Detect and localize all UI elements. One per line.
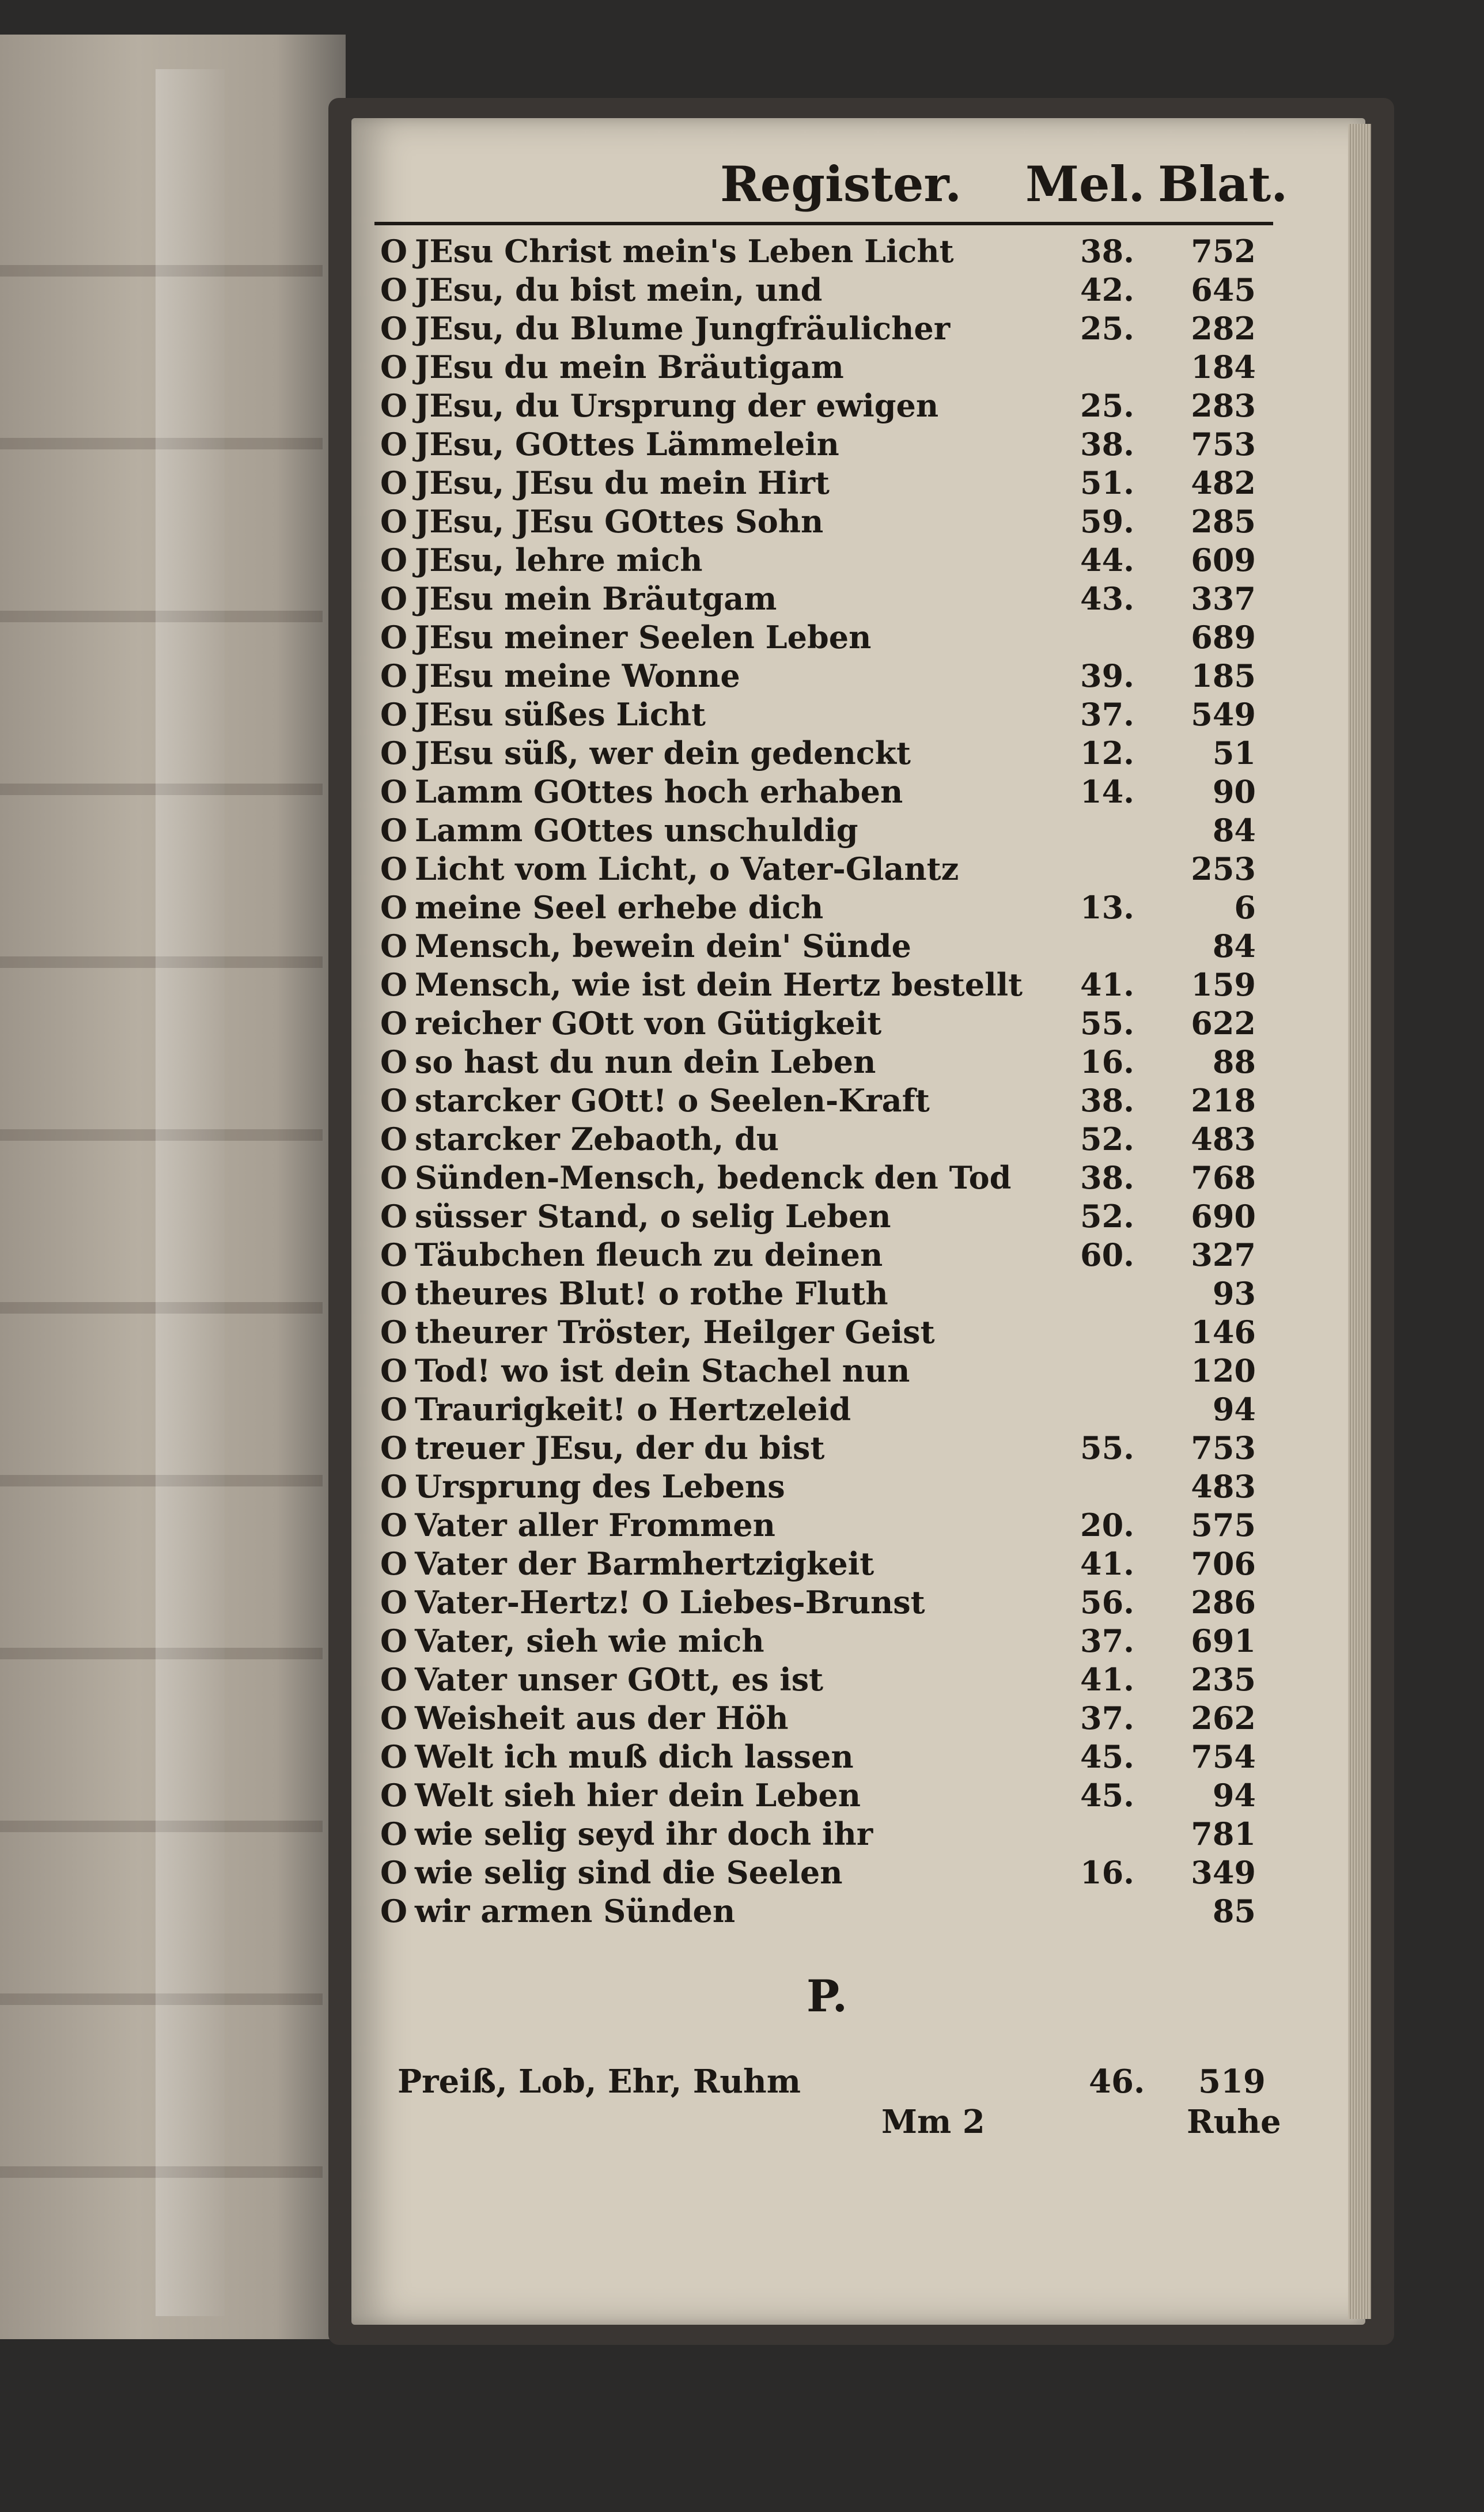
entry-o-prefix: O xyxy=(380,1043,408,1080)
entry-o-prefix: O xyxy=(380,1661,408,1698)
entry-o-prefix: O xyxy=(380,928,408,964)
register-entry xyxy=(380,694,1285,732)
entry-o-prefix: O xyxy=(380,349,408,385)
entry-melody-number: 13. xyxy=(1080,889,1134,926)
register-entry xyxy=(380,1427,1285,1466)
register-entry xyxy=(380,1813,1285,1852)
register-entry xyxy=(380,1736,1285,1775)
entry-o-prefix: O xyxy=(380,812,408,849)
register-entry xyxy=(380,1697,1285,1736)
entry-text: Vater unser GOtt, es ist xyxy=(415,1661,824,1698)
entry-text: Tod! wo ist dein Stachel nun xyxy=(415,1352,910,1389)
register-entry xyxy=(380,1620,1285,1659)
register-entry xyxy=(380,1002,1285,1041)
page-title: Register. xyxy=(720,156,962,213)
entry-page-number: 85 xyxy=(1212,1893,1256,1930)
entry-o-prefix: O xyxy=(380,1314,408,1350)
entry-melody-number: 45. xyxy=(1080,1738,1134,1775)
entry-page-number: 327 xyxy=(1191,1236,1256,1273)
entry-page-number: 185 xyxy=(1191,657,1256,694)
register-entry-p xyxy=(380,2063,1285,2103)
register-entry xyxy=(380,1196,1285,1234)
entry-melody-number: 25. xyxy=(1080,310,1134,347)
entry-text: reicher GOtt von Gütigkeit xyxy=(415,1005,882,1042)
entry-melody-number: 37. xyxy=(1080,1700,1134,1737)
entry-page-number: 689 xyxy=(1191,619,1256,656)
entry-page-number: 235 xyxy=(1191,1661,1256,1698)
entry-page-number: 645 xyxy=(1191,271,1256,308)
register-entry xyxy=(380,771,1285,809)
entry-melody-number: 20. xyxy=(1080,1507,1134,1543)
register-entry xyxy=(380,501,1285,539)
entry-text: Preiß, Lob, Ehr, Ruhm xyxy=(398,2063,801,2101)
entry-text: Traurigkeit! o Hertzeleid xyxy=(415,1391,851,1428)
entry-melody-number: 55. xyxy=(1080,1429,1134,1466)
entry-text: JEsu, du Blume Jungfräulicher xyxy=(415,310,951,347)
entry-o-prefix: O xyxy=(380,1584,408,1621)
entry-page-number: 754 xyxy=(1191,1738,1256,1775)
header-rule xyxy=(374,222,1273,225)
register-entry xyxy=(380,655,1285,694)
entry-o-prefix: O xyxy=(380,271,408,308)
entry-o-prefix: O xyxy=(380,1391,408,1428)
entry-page-number: 753 xyxy=(1191,1429,1256,1466)
entry-o-prefix: O xyxy=(380,696,408,733)
entry-melody-number: 55. xyxy=(1080,1005,1134,1042)
entry-text: Licht vom Licht, o Vater-Glantz xyxy=(415,850,959,887)
entry-o-prefix: O xyxy=(380,233,408,270)
entry-o-prefix: O xyxy=(380,773,408,810)
entry-page-number: 622 xyxy=(1191,1005,1256,1042)
entry-page-number: 482 xyxy=(1191,464,1256,501)
entry-text: wie selig seyd ihr doch ihr xyxy=(415,1815,873,1852)
register-entry xyxy=(380,423,1285,462)
entry-page-number: 609 xyxy=(1191,542,1256,578)
entry-page-number: 6 xyxy=(1234,889,1256,926)
entry-o-prefix: O xyxy=(380,619,408,656)
entry-text: theures Blut! o rothe Fluth xyxy=(415,1275,888,1312)
entry-text: Vater, sieh wie mich xyxy=(415,1622,764,1659)
entry-page-number: 768 xyxy=(1191,1159,1256,1196)
entry-text: Lamm GOttes hoch erhaben xyxy=(415,773,903,810)
entry-melody-number: 44. xyxy=(1080,542,1134,578)
entry-o-prefix: O xyxy=(380,1005,408,1042)
entry-page-number: 84 xyxy=(1212,928,1256,964)
entry-text: JEsu, JEsu du mein Hirt xyxy=(415,464,830,501)
entry-melody-number: 42. xyxy=(1080,271,1134,308)
entry-page-number: 218 xyxy=(1191,1082,1256,1119)
register-entry xyxy=(380,539,1285,578)
register-entry xyxy=(380,1311,1285,1350)
entry-text: JEsu meine Wonne xyxy=(415,657,740,694)
entry-text: Welt ich muß dich lassen xyxy=(415,1738,854,1775)
register-entry xyxy=(380,1582,1285,1620)
entry-o-prefix: O xyxy=(380,1468,408,1505)
entry-page-number: 706 xyxy=(1191,1545,1256,1582)
entry-page-number: 483 xyxy=(1191,1121,1256,1157)
entry-melody-number: 14. xyxy=(1080,773,1134,810)
entry-melody-number: 16. xyxy=(1080,1854,1134,1891)
entry-melody-number: 41. xyxy=(1080,966,1134,1003)
entry-o-prefix: O xyxy=(380,426,408,463)
entry-melody-number: 37. xyxy=(1080,1622,1134,1659)
register-entry xyxy=(380,269,1285,308)
entry-o-prefix: O xyxy=(380,1507,408,1543)
entry-text: JEsu süßes Licht xyxy=(415,696,706,733)
entry-melody-number: 16. xyxy=(1080,1043,1134,1080)
mel-column-header: Mel. xyxy=(1025,156,1145,213)
register-entry xyxy=(380,1118,1285,1157)
section-letter-p: P. xyxy=(807,1970,848,2022)
entry-text: so hast du nun dein Leben xyxy=(415,1043,876,1080)
register-entry xyxy=(380,809,1285,848)
register-entry xyxy=(380,1350,1285,1389)
entry-melody-number: 60. xyxy=(1080,1236,1134,1273)
register-entry xyxy=(380,887,1285,925)
entry-o-prefix: O xyxy=(380,1275,408,1312)
entry-page-number: 337 xyxy=(1191,580,1256,617)
entry-text: meine Seel erhebe dich xyxy=(415,889,824,926)
page-curl-glare xyxy=(156,69,225,2316)
entry-o-prefix: O xyxy=(380,1815,408,1852)
entry-o-prefix: O xyxy=(380,1738,408,1775)
register-entry xyxy=(380,616,1285,655)
entry-o-prefix: O xyxy=(380,966,408,1003)
entry-page-number: 286 xyxy=(1191,1584,1256,1621)
entry-o-prefix: O xyxy=(380,1236,408,1273)
entry-page-number: 753 xyxy=(1191,426,1256,463)
entry-page-number: 51 xyxy=(1212,735,1256,771)
register-entry xyxy=(380,732,1285,771)
entry-page-number: 159 xyxy=(1191,966,1256,1003)
entry-page-number: 549 xyxy=(1191,696,1256,733)
register-entry xyxy=(380,1852,1285,1890)
entry-page-number: 691 xyxy=(1191,1622,1256,1659)
entry-melody-number: 46. xyxy=(1089,2063,1145,2101)
entry-text: Täubchen fleuch zu deinen xyxy=(415,1236,883,1273)
entry-o-prefix: O xyxy=(380,1622,408,1659)
register-entries xyxy=(380,230,1285,1929)
entry-text: Mensch, wie ist dein Hertz bestellt xyxy=(415,966,1023,1003)
entry-melody-number: 43. xyxy=(1080,580,1134,617)
entry-o-prefix: O xyxy=(380,1121,408,1157)
entry-o-prefix: O xyxy=(380,1545,408,1582)
entry-text: Vater-Hertz! O Liebes-Brunst xyxy=(415,1584,925,1621)
entry-page-number: 253 xyxy=(1191,850,1256,887)
entry-melody-number: 52. xyxy=(1080,1198,1134,1235)
entry-melody-number: 52. xyxy=(1080,1121,1134,1157)
entry-page-number: 94 xyxy=(1212,1391,1256,1428)
entry-page-number: 690 xyxy=(1191,1198,1256,1235)
entry-o-prefix: O xyxy=(380,1854,408,1891)
entry-text: JEsu mein Bräutgam xyxy=(415,580,777,617)
entry-o-prefix: O xyxy=(380,1777,408,1814)
entry-text: treuer JEsu, der du bist xyxy=(415,1429,825,1466)
register-entry xyxy=(380,1041,1285,1080)
entry-melody-number: 41. xyxy=(1080,1661,1134,1698)
register-entry xyxy=(380,1775,1285,1813)
register-entry xyxy=(380,1389,1285,1427)
entry-page-number: 94 xyxy=(1212,1777,1256,1814)
entry-o-prefix: O xyxy=(380,1893,408,1930)
entry-page-number: 282 xyxy=(1191,310,1256,347)
entry-o-prefix: O xyxy=(380,580,408,617)
entry-o-prefix: O xyxy=(380,889,408,926)
page-header xyxy=(374,156,1288,219)
register-entry xyxy=(380,1890,1285,1929)
entry-page-number: 483 xyxy=(1191,1468,1256,1505)
register-entry xyxy=(380,385,1285,423)
entry-o-prefix: O xyxy=(380,1159,408,1196)
entry-text: JEsu süß, wer dein gedenckt xyxy=(415,735,911,771)
entry-melody-number: 41. xyxy=(1080,1545,1134,1582)
entry-page-number: 93 xyxy=(1212,1275,1256,1312)
entry-o-prefix: O xyxy=(380,657,408,694)
register-entry xyxy=(380,578,1285,616)
entry-o-prefix: O xyxy=(380,464,408,501)
entry-text: süsser Stand, o selig Leben xyxy=(415,1198,891,1235)
entry-page-number: 781 xyxy=(1191,1815,1256,1852)
register-entry xyxy=(380,1157,1285,1196)
entry-page-number: 575 xyxy=(1191,1507,1256,1543)
entry-text: JEsu du mein Bräutigam xyxy=(415,349,844,385)
entry-page-number: 88 xyxy=(1212,1043,1256,1080)
entry-page-number: 752 xyxy=(1191,233,1256,270)
entry-melody-number: 56. xyxy=(1080,1584,1134,1621)
entry-o-prefix: O xyxy=(380,310,408,347)
register-entry xyxy=(380,848,1285,887)
entry-melody-number: 38. xyxy=(1080,426,1134,463)
register-entry xyxy=(380,346,1285,385)
entry-page-number: 285 xyxy=(1191,503,1256,540)
register-entry xyxy=(380,1466,1285,1504)
signature-mark: Mm 2 xyxy=(881,2103,985,2141)
entry-text: Lamm GOttes unschuldig xyxy=(415,812,858,849)
entry-melody-number: 38. xyxy=(1080,233,1134,270)
entry-o-prefix: O xyxy=(380,735,408,771)
register-entry xyxy=(380,1273,1285,1311)
entry-page-number: 184 xyxy=(1191,349,1256,385)
register-entry xyxy=(380,462,1285,501)
entry-text: Sünden-Mensch, bedenck den Tod xyxy=(415,1159,1012,1196)
entry-melody-number: 38. xyxy=(1080,1082,1134,1119)
entry-text: starcker GOtt! o Seelen-Kraft xyxy=(415,1082,930,1119)
entry-melody-number: 38. xyxy=(1080,1159,1134,1196)
entry-text: Weisheit aus der Höh xyxy=(415,1700,789,1737)
entry-page-number: 146 xyxy=(1191,1314,1256,1350)
entry-o-prefix: O xyxy=(380,1198,408,1235)
register-entry xyxy=(380,1504,1285,1543)
register-entry xyxy=(380,925,1285,964)
entry-text: JEsu, du bist mein, und xyxy=(415,271,823,308)
entry-text: starcker Zebaoth, du xyxy=(415,1121,779,1157)
entry-page-number: 90 xyxy=(1212,773,1256,810)
page-edges xyxy=(1348,124,1371,2319)
entry-text: Mensch, bewein dein' Sünde xyxy=(415,928,911,964)
entry-melody-number: 45. xyxy=(1080,1777,1134,1814)
entry-o-prefix: O xyxy=(380,1700,408,1737)
entry-melody-number: 39. xyxy=(1080,657,1134,694)
entry-text: JEsu Christ mein's Leben Licht xyxy=(415,233,954,270)
catchword: Ruhe xyxy=(1187,2103,1281,2141)
entry-page-number: 84 xyxy=(1212,812,1256,849)
entry-melody-number: 12. xyxy=(1080,735,1134,771)
entry-page-number: 519 xyxy=(1198,2063,1266,2101)
entry-o-prefix: O xyxy=(380,503,408,540)
entry-text: JEsu, du Ursprung der ewigen xyxy=(415,387,939,424)
entry-text: wir armen Sünden xyxy=(415,1893,736,1930)
register-entry xyxy=(380,1080,1285,1118)
register-entry xyxy=(380,1234,1285,1273)
entry-o-prefix: O xyxy=(380,1352,408,1389)
entry-page-number: 120 xyxy=(1191,1352,1256,1389)
entry-melody-number: 59. xyxy=(1080,503,1134,540)
entry-o-prefix: O xyxy=(380,1082,408,1119)
entry-page-number: 283 xyxy=(1191,387,1256,424)
entry-page-number: 349 xyxy=(1191,1854,1256,1891)
entry-text: Ursprung des Lebens xyxy=(415,1468,785,1505)
blat-column-header: Blat. xyxy=(1158,156,1288,213)
entry-text: JEsu, lehre mich xyxy=(415,542,703,578)
register-entry xyxy=(380,1543,1285,1582)
entry-melody-number: 25. xyxy=(1080,387,1134,424)
entry-text: JEsu, GOttes Lämmelein xyxy=(415,426,839,463)
entry-o-prefix: O xyxy=(380,542,408,578)
entry-melody-number: 51. xyxy=(1080,464,1134,501)
page-footer xyxy=(380,2103,1285,2149)
entry-text: JEsu meiner Seelen Leben xyxy=(415,619,872,656)
entry-text: Vater aller Frommen xyxy=(415,1507,775,1543)
register-entry xyxy=(380,964,1285,1002)
entry-text: wie selig sind die Seelen xyxy=(415,1854,843,1891)
entry-o-prefix: O xyxy=(380,850,408,887)
entry-page-number: 262 xyxy=(1191,1700,1256,1737)
register-entry xyxy=(380,1659,1285,1697)
entry-o-prefix: O xyxy=(380,1429,408,1466)
register-entry xyxy=(380,230,1285,269)
entry-melody-number: 37. xyxy=(1080,696,1134,733)
entry-o-prefix: O xyxy=(380,387,408,424)
entry-text: Welt sieh hier dein Leben xyxy=(415,1777,861,1814)
entry-text: theurer Tröster, Heilger Geist xyxy=(415,1314,935,1350)
entry-text: Vater der Barmhertzigkeit xyxy=(415,1545,874,1582)
register-entry xyxy=(380,308,1285,346)
entry-text: JEsu, JEsu GOttes Sohn xyxy=(415,503,824,540)
